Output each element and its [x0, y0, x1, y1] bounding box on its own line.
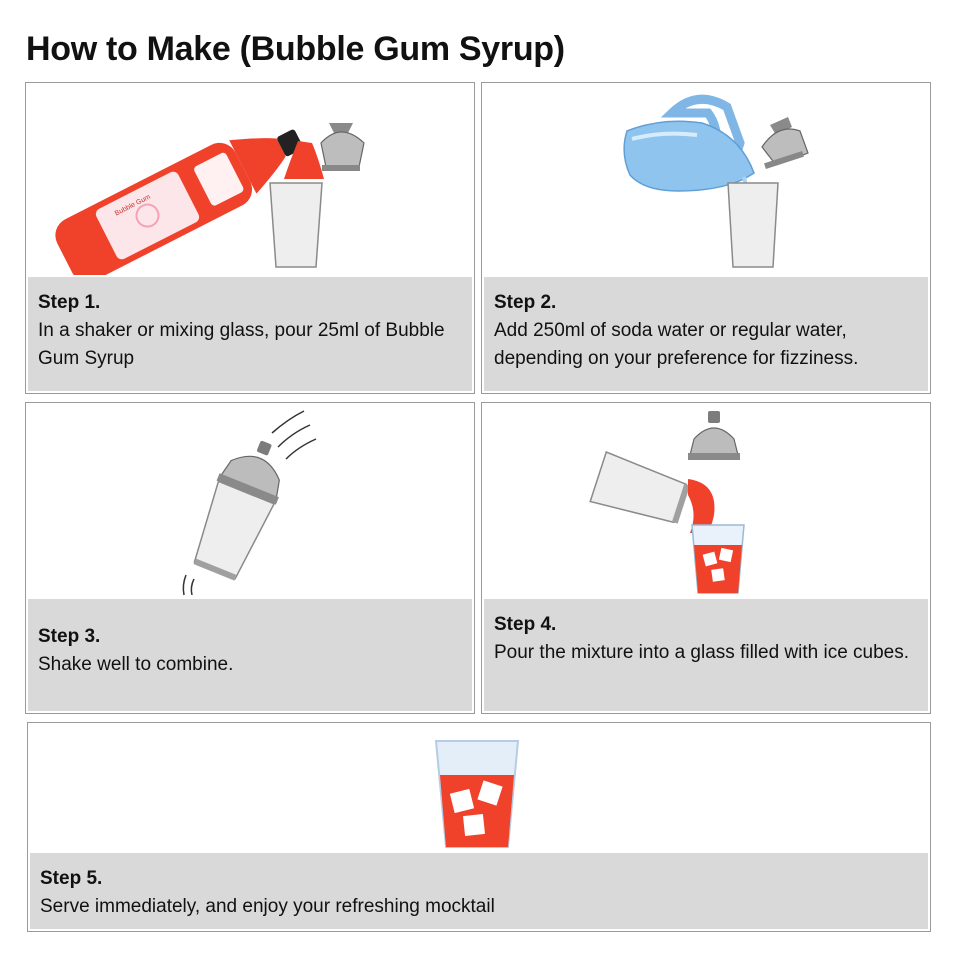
svg-text:Bubble Gum: Bubble Gum — [113, 193, 152, 218]
page-title: How to Make (Bubble Gum Syrup) — [26, 30, 565, 68]
ice-glass-icon — [692, 525, 744, 593]
step-4-card — [481, 402, 931, 714]
step-5-illustration — [28, 723, 930, 851]
shaker-cap-icon — [762, 117, 808, 169]
step-1-caption — [28, 277, 472, 391]
glass-icon — [728, 183, 778, 267]
step-2-illustration — [482, 83, 930, 275]
step-3-illustration — [26, 403, 474, 599]
step-label: Step 5. — [40, 868, 103, 889]
step-label: Step 1. — [38, 292, 101, 313]
shaker-cap-icon — [688, 411, 740, 460]
step-4-caption — [484, 599, 928, 711]
step-2-card — [481, 82, 931, 394]
step-1-illustration — [26, 83, 474, 275]
mocktail-glass-icon — [436, 741, 518, 847]
glass-icon — [270, 183, 322, 267]
step-label: Step 4. — [494, 614, 557, 635]
step-label: Step 3. — [38, 626, 101, 647]
step-1-card — [25, 82, 475, 394]
step-description: Add 250ml of soda water or regular water, depending on your preference for fizziness. — [494, 320, 859, 369]
step-5-caption — [30, 853, 928, 929]
step-3-caption — [28, 599, 472, 711]
step-3-card — [25, 402, 475, 714]
step-5-card — [27, 722, 931, 932]
step-description: In a shaker or mixing glass, pour 25ml of Bubble Gum Syrup — [38, 320, 445, 369]
step-description: Serve immediately, and enjoy your refreshing mocktail — [40, 896, 495, 917]
step-description: Shake well to combine. — [38, 654, 234, 675]
step-description: Pour the mixture into a glass filled with ice cubes. — [494, 642, 910, 663]
step-4-illustration — [482, 403, 930, 599]
cocktail-shaker-icon — [184, 431, 296, 585]
step-2-caption — [484, 277, 928, 391]
cocktail-shaker-icon — [590, 452, 692, 529]
shaker-cap-icon — [321, 123, 364, 171]
step-label: Step 2. — [494, 292, 557, 313]
